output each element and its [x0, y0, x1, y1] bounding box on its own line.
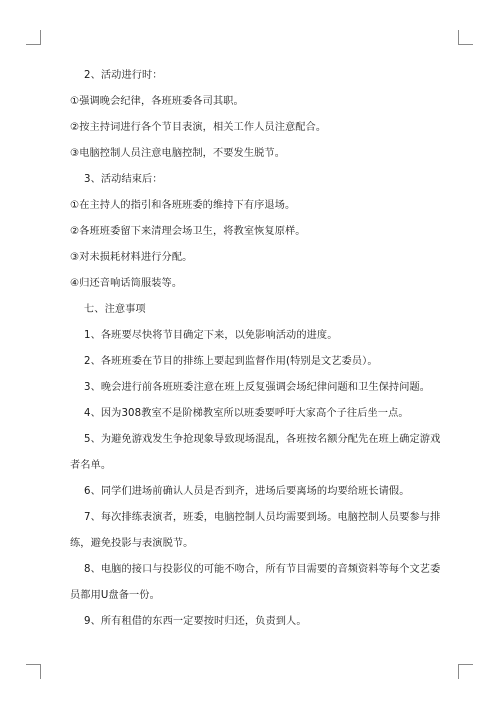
list-item: 2、各班班委在节目的排练上要起到监督作用(特别是文艺委员）。 [84, 356, 378, 367]
list-item: ②各班班委留下来清理会场卫生，将教室恢复原样。 [70, 226, 306, 237]
list-item: 6、同学们进场前确认人员是否到齐，进场后要离场的均要给班长请假。 [84, 486, 410, 497]
list-item: 3、晚会进行前各班班委注意在班上反复强调会场纪律问题和卫生保持问题。 [84, 382, 431, 393]
section-heading: 2、活动进行时： [84, 70, 163, 81]
section-heading: 七、注意事项 [84, 304, 146, 315]
list-item-continuation: 员都用U盘备一份。 [70, 590, 160, 601]
crop-mark-top-right [458, 30, 473, 45]
list-item: 7、每次排练表演者，班委，电脑控制人员均需要到场。电脑控制人员要参与排 [84, 512, 441, 523]
list-item-continuation: 练，避免投影与表演脱节。 [70, 538, 194, 549]
list-item: ③对未损耗材料进行分配。 [70, 252, 193, 263]
list-item: 5、为避免游戏发生争抢现象导致现场混乱，各班按名额分配先在班上确定游戏 [84, 434, 441, 445]
list-item: ①强调晚会纪律，各班班委各司其职。 [70, 96, 244, 107]
crop-mark-bottom-left [26, 664, 41, 679]
list-item: 4、因为308教室不是阶梯教室所以班委要呼吁大家高个子往后坐一点。 [84, 408, 409, 419]
list-item-continuation: 者名单。 [70, 460, 112, 471]
crop-mark-top-left [26, 30, 41, 45]
list-item: ③电脑控制人员注意电脑控制，不要发生脱节。 [70, 148, 285, 159]
crop-mark-bottom-right [458, 664, 473, 679]
list-item: 1、各班要尽快将节目确定下来，以免影响活动的进度。 [84, 330, 338, 341]
list-item: 8、电脑的接口与投影仪的可能不吻合，所有节目需要的音频资料等每个文艺委 [84, 564, 441, 575]
list-item: ④归还音响话筒服装等。 [70, 278, 183, 289]
list-item: ②按主持词进行各个节目表演，相关工作人员注意配合。 [70, 122, 327, 133]
section-heading: 3、活动结束后： [84, 174, 163, 185]
list-item: ①在主持人的指引和各班班委的维持下有序退场。 [70, 200, 296, 211]
list-item: 9、所有租借的东西一定要按时归还，负责到人。 [84, 616, 307, 627]
